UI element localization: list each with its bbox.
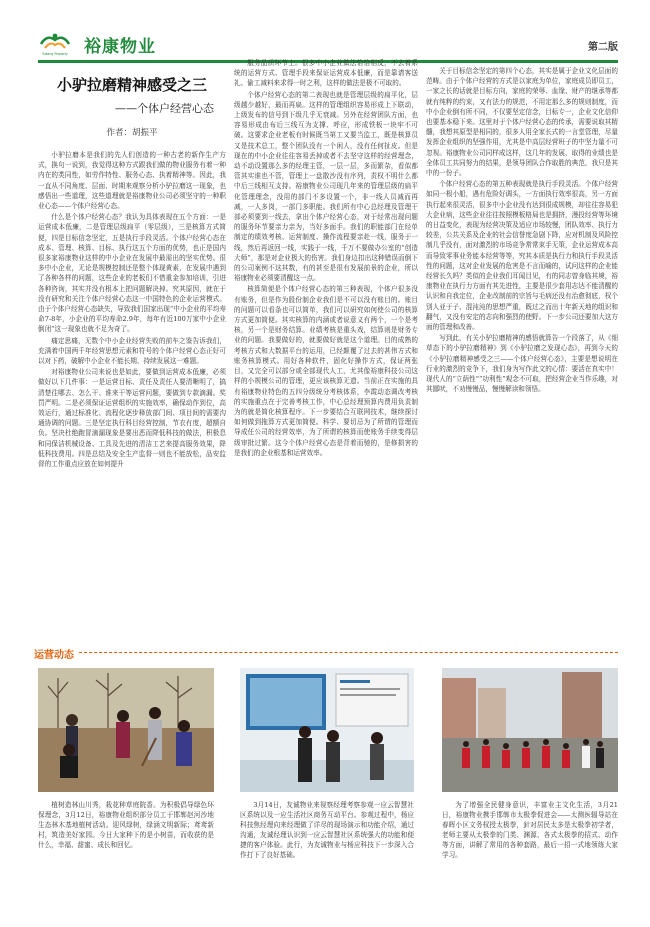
- paragraph: 小驴拉磨本是我们的先人们创造的一种古老的新作生产方式，换句一说到，我觉得这种方式跟我们做的物业服务有着一种内在的类同性，如劳作特性、服务心态、执着精神等。因此，我一直从不同角度、层面、时期来观察分析小驴拉磨这一现象，也感悟出一些道理，这些道理就是裕康物业公司必须坚守的一种职业心态——个体户经营心态。: [38, 151, 226, 211]
- paragraph: 核算简便是个体户经营心态的第三种表现，个体户很多没有账务，但是作为股份制企业我们是不可以没有账目的。账目的问题可以看条也可以简单，我们可以研究如何使公司的核算方式更加简便。其实核算的内涵或者说意义有两个，一个是考核，另一个是财务结算。业绩考核是重头戏，结算则是财务专业的问题。我要做好的，就要做好就是这个道理。目的成熟的考核方式和大数据平台的运用，已经颠覆了过去的甚伟方式和账务核算模式。用好各种软件，固化好操作方式，保证两张目，又完全可以部分或全部现代人工，尤其像裕康科技公司这样的小规模公司的管理，更应该核算无遗。当前正在实施的具有裕康物业特色的五四分级统分考核体系，李霞动态调改考核的实施重点在于完善考核工作，中心总经理预算内费用负责制为的就是简化核算程序。下一步要结合互联网技术，继续探讨如何做到拖算方式更加简便。科学、要切忌为了所谓的管理而导成任公司的经营效率，为了所谓的核算而使账务手续变得层级审批过繁。这今个体户经营心态是背着而驰的，是修损害的是我们的企业根基和运营效率。: [234, 285, 418, 457]
- paragraph: 对裕康物业公司来说也是如此，要做到运营成本低廉，必须做好以下几件事：一是运营目标、责任及责任人要清晰明了，搞清楚往哪去、怎么干、谁来干等运营问题，要做到专款滴漏。奖罚严明。二是必须保证运营组织的实施效率，确保动作到位，高效运行，通过标准化、流程化逐步释放部门间、项目间的需要沟通协调的问题。三是坚定执行科目经营控制，节衣有度，超额自负。坚决杜绝跑冒滴漏现象是要出恶而降低科技的做法，积极息和同保洁机械设备、工具及先进的清洁工艺来提高服务效果，降低科技费用。四是总结及安全生产监督一则也不能放松，品安监督的工作重点应放在如何提升: [38, 368, 226, 469]
- article-author: 作者：胡振平: [106, 128, 158, 138]
- company-name: 裕康物业: [84, 37, 156, 57]
- caption-office-visit: 3月14日，友诚物业来视察经理考察参观一应云智慧社区系统以及一应生活社区商务互动平台。参观过程中，杨应科技焦经理向来经理做了详尽的现场演示和功能介绍，通过沟通，友诚经理认识到一应云智慧社区系统强大的功能和便捷的客户体验。此行，为友诚物业与杨应科技下一步深入合作打下了良好基础。: [240, 801, 414, 859]
- issue-number: 第二版: [588, 42, 618, 53]
- paragraph: 关于目标信念坚定的第四个心态，其实是属于企业文化层面的范畴。由于个体户经营的方式是以家庭为单位，家庭成员即员工，一家之长的话就是目标方向，家庭的荣辱、血缘、财产的继承等都就有纯粹的约束，又有法力的规范，不用定那么多的规则制度，而中小企业倒有所不同，不仅要坚定信念，目标专一，企业文化信仰也要基本稳下来。这里对于个体户经营心态的传承，需要说取其精髓，我想其原型是相同的，很多人用全家长式的一言堂管理，尽量发挥企业组织的坚强作用，尤其是中高层经营班子的中坚力量不可忽视。裕康物业公司同样成这样，这几年的发展，取得的业绩也是全体员工共同努力的结果，是领导团队合作取胜的典范，我只是其中的一份子。: [426, 67, 618, 178]
- taichi-photo: [442, 668, 618, 792]
- paragraph: 痛定思痛，无数个中小企业经营失败的前车之鉴告诉我们，充满着中国两千年经营思想元素和符号的个体户经营心态正好可以对下药，破解中小企业不能长期、持续发展这一难题。: [38, 336, 226, 366]
- paragraph: 服务品质环节上。很多中小企业做法恰恰相反，不去着系统的运营方式、管理手段来保证运营成本低廉，而是靠请客送礼、偷工减料来求得一时之利，这样的做法是极不可取的。: [234, 59, 418, 88]
- company-logo-icon: [38, 30, 72, 56]
- tree-planting-photo: [38, 668, 214, 792]
- office-visit-photo: [240, 668, 414, 792]
- caption-taichi: 为了增强全民健身意识，丰富业主文化生活，3月21日，裕康物业携手邯郸市太极拳促进会——太测医辐导站在春晖小区文务权授太极拳，針对居民太多是太极拳初学者，老师主要从太极拳的门类、渊源、各式太极拳的招式、动作等方面，讲解了常用的各种套路，最后一招一式地领练大家学习。: [442, 801, 618, 859]
- article-subtitle: ——个体户经营心态: [115, 102, 214, 115]
- paragraph: 写到此，有关小驴拉磨精神的感悟就算告一个段落了，从《细草态下的小驴拉磨精神》到《小驴拉磨之发现心态》，再到今天的《小驴拉磨精神感受之三——个体户经营心态》，主要是想说明在行业的激烈的竞争下，我们身为写作此文的心情：要活在真实中！现代人的“立荫性”“功利性”观念不可取，把经营企业当作乐趣，对其鄙吠，不劝慢慢品，慢慢解读和领悟。: [426, 334, 618, 394]
- masthead: [38, 30, 618, 58]
- paragraph: 什么是个体户经营心态？我认为具体表现在五个方面：一是运营成本低廉，二是管理层级扁平（零层级），三是核算方式简便，四是目标信念坚定，五是执行手段灵活。个体户经营心态在成本、管理、核算、目标、执行这五个方面的优势，也正是国内很多家裕康物业这样的中小企业在发展中最需出的坚实优势。很多中小企业，无论是规模控制还是整个体现黄素，在发展中遇到了各种各样的问题，这些企业的老板们不惜重金参加培训，引进各种咨询，其实并没有根本上把问题解决掉。究其原因，就在于没有研究和关注个体户经营心态这一中国特色的企业运营模式。由于个体户经营心态缺失，导致我们国家出现“中小企业的平均寿命7-8年，小企业的平均寿命2.9年，每年有近100万家中小企业倒闭”这一现象也就不足为奇了。: [38, 213, 226, 334]
- article-column-3: [426, 66, 618, 630]
- paragraph: 个体户经营心态的第二表现也就是管理层级的扁平化，层级越少越好，最而再扁。这样的管理组织容易形成上下联动，上级发布的信号到下级几乎无衰减。另外在经营团队方面，也容易形成由布后三线互为支撑、呼应，形成铁板一块牢不可破。这要求企业老板有时候既当第工又要当监工，既是核算员又是技术总工，整个团队没有一个闲人，没有任何扯皮。但是现在的中小企业往往容易丢掉或者不去坚守这样的经营理念，动不动设置那么多的经理主管，一层一层，多而繁杂，看似都管其实谁也不管，管理上一盘散沙没有序列，责权不明什么都中后三线相互支持。裕康物业公司现几年来的管理层级的扁平化管理理念，没用的部门不多设置一个，非一线人员减而再减，一人多岗，一部门多职能。我们所有中心总经理及管理干部必须要到一线去，拿出个体户经营心态，对于经常出现问题的服务环节要亲力亲为，当好多面手。我们的职能部门在经单制定的绩效考核、运营制度、操作流程要亲赴一线，服务于一线，然后再返回一线，实践于一线，千万不要做办公室的“创造大师”，那是对企业极大的伤害。我们身边扣出这种错误而倒下的公司案例不这其数，有的甚至是很有发展前景的企业，所以裕康物业必须要清醒这一点。: [234, 90, 418, 283]
- article-title: 小驴拉磨精神感受之三: [56, 76, 207, 94]
- article-column-2: [234, 58, 418, 630]
- article-column-1: [38, 150, 226, 630]
- paragraph: 个体户经营心态的第五种表现就是执行手段灵活。个体户经营如同一根小船，遇有危险好调头，一方面执行效率很高，另一方面执行起来很灵活，很多中小企业没有达到很成规模，却往往容易犯大企业病，这些企业往往按照模板格局也是拥挤，漫投经营等环境的日益变化，表现为经营决策及适应市场较慢，团队效率、执行力较差，公共关系及企业的社会信誉度急剧下降，应对机制及风险控制几乎没有，面对激烈的市场竞争常常束手无策，企业运营成本高而导致零事业务能本经营等等，究其本质是执行力和执行手段灵活性的问题，这对企业发展的危害是不言而喻的，试问这样的企业能经营长久吗？类似的企业我们耳闻目见，有的同志曾身临其境，裕康物业在执行力方面有其先进性，主要是很少套用志达不能清醒的认识和自我定位，企业改制前的宗旨与毛病还没有治愈彻底，权个别人亚于子、混沌沌的思想严重，既过之而出十年新天地的组识和翻气，又没有安定的志向和强烈的使野。下一步公司还要加大这方面的管理和改善。: [426, 180, 618, 332]
- section-divider: [34, 652, 618, 653]
- section-label: 运营动态: [34, 646, 78, 661]
- svg-text:Yukang Property: Yukang Property: [42, 52, 68, 56]
- caption-tree-planting: 植树造林山川秀，栽花种草庭院香。为积极倡导绿色环保理念，3月12日，裕康物业组织部分员工于邯郸赵河沙地生态林木基地植树活动。迎风绿树，绿涵文明新际；鸢鸢新村，筑造美好家园。今日大家种下的是小树苗，而收获的是什么，幸福、甜蜜、成长和回忆。: [38, 801, 214, 849]
